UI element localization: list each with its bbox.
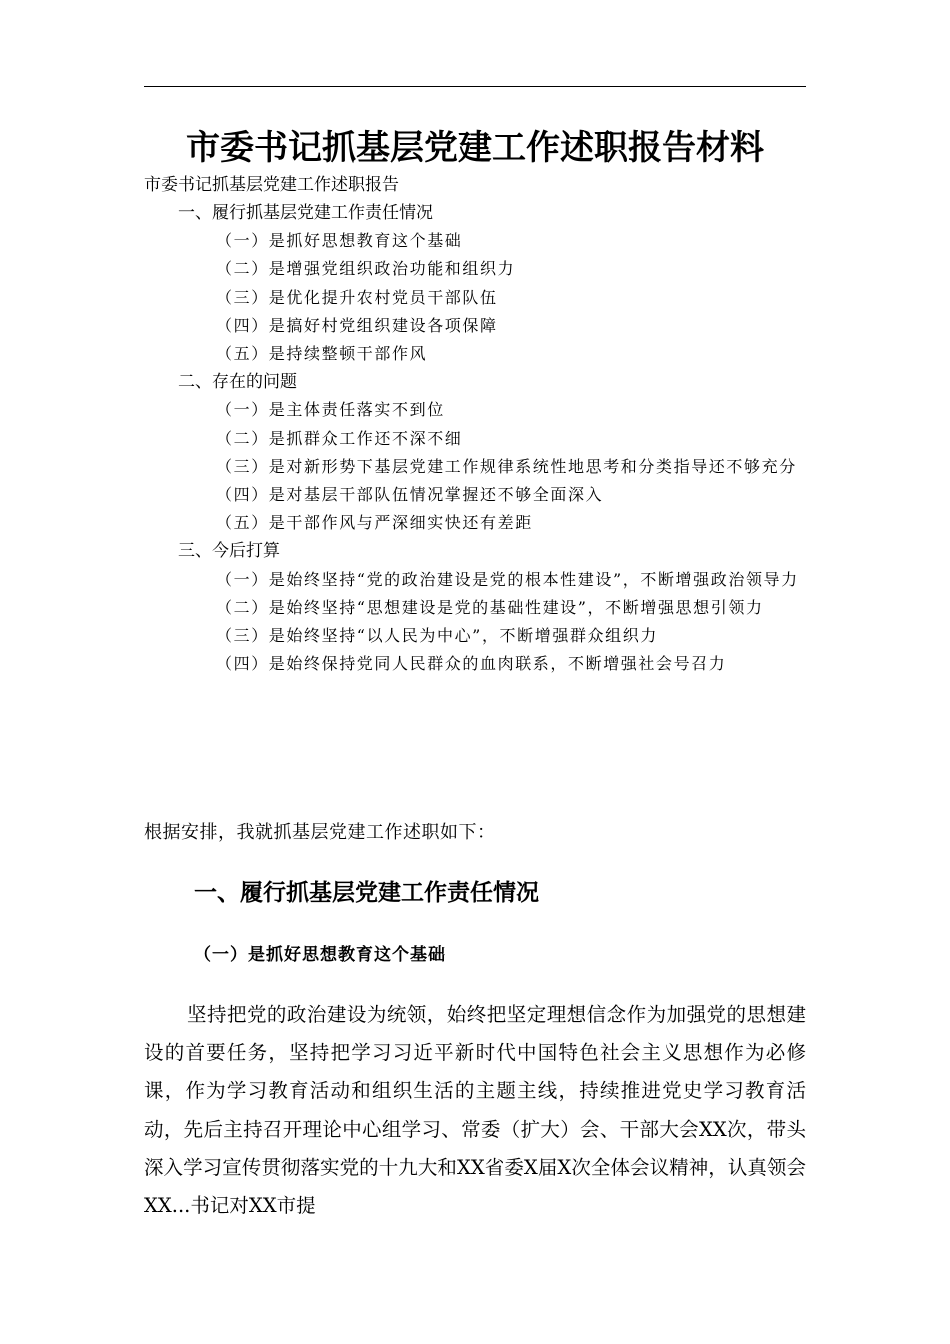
body-paragraph: 坚持把党的政治建设为统领，始终把坚定理想信念作为加强党的思想建设的首要任务，坚持把学习习近平新时代中国特色社会主义思想作为必修课，作为学习教育活动和组织生活的主题主线，持续推进党史学习教育活动，先后主持召开理论中心组学习、常委（扩大）会、干部大会XX次，带头深入学习宣传贯彻落实党的十九大和XX省委X届X次全体会议精神，认真领会XX...书记对XX市提 <box>144 1003 806 1218</box>
toc-item: （一）是抓好思想教育这个基础 <box>216 231 463 251</box>
document-subtitle: 市委书记抓基层党建工作述职报告 <box>144 175 399 195</box>
section-heading: 一、履行抓基层党建工作责任情况 <box>194 880 539 906</box>
toc-item: （一）是主体责任落实不到位 <box>216 400 445 420</box>
intro-sentence: 根据安排，我就抓基层党建工作述职如下： <box>144 822 496 843</box>
toc-item: （四）是搞好村党组织建设各项保障 <box>216 315 498 335</box>
toc-item: （三）是优化提升农村党员干部队伍 <box>216 287 498 307</box>
toc-item: （三）是始终坚持“以人民为中心”，不断增强群众组织力 <box>216 626 658 646</box>
table-of-contents <box>144 199 810 678</box>
toc-heading: 二、存在的问题 <box>178 372 297 393</box>
toc-item: （四）是对基层干部队伍情况掌握还不够全面深入 <box>216 485 604 505</box>
toc-item: （五）是干部作风与严深细实快还有差距 <box>216 513 533 533</box>
header-rule <box>144 86 806 87</box>
toc-item: （四）是始终保持党同人民群众的血肉联系，不断增强社会号召力 <box>216 654 727 674</box>
toc-heading: 三、今后打算 <box>178 541 280 562</box>
toc-heading: 一、履行抓基层党建工作责任情况 <box>178 203 433 223</box>
toc-item: （二）是增强党组织政治功能和组织力 <box>216 259 516 279</box>
toc-item: （一）是始终坚持“党的政治建设是党的根本性建设”，不断增强政治领导力 <box>216 569 799 589</box>
toc-item: （三）是对新形势下基层党建工作规律系统性地思考和分类指导还不够充分 <box>216 456 797 476</box>
document-title: 市委书记抓基层党建工作述职报告材料 <box>186 128 764 168</box>
toc-item: （二）是始终坚持“思想建设是党的基础性建设”，不断增强思想引领力 <box>216 597 764 617</box>
toc-item: （五）是持续整顿干部作风 <box>216 344 428 364</box>
subsection-heading: （一）是抓好思想教育这个基础 <box>194 945 446 965</box>
toc-item: （二）是抓群众工作还不深不细 <box>216 428 463 448</box>
